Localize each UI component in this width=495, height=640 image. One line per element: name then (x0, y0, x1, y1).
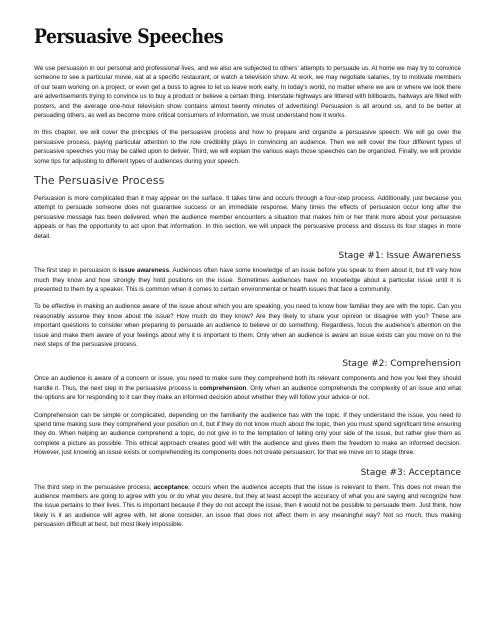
stage-2-term: comprehension (199, 384, 247, 392)
intro-paragraph-1: We use persuasion in our personal and professional lives, and we also are subjected to others’ attempts to persuade us. At home we may try to convince someone to see a particular movie, eat at a specific restaurant, or watch a television show. At work, we may negotiate salaries, try to motivate members of our team working on a project, or even get a boss to agree to let us leave work early. In today's world, no matter where we are or where we look there are advertisements trying to convince us to buy a product or believe a certain thing. Interstate highways are littered with billboards, hallways are filled with posters, and the average one-hour television show contains almost twenty minutes of advertising! Persuasion is all around us, and to be better at persuading others, as well as become more critical consumers of information, we must understand how it works. (34, 65, 462, 120)
stage-3-heading: Stage #3: Acceptance (360, 467, 461, 478)
stage-1-paragraph-2: To be effective in making an audience aware of the issue about which you are speaking, you need to know how familiar they are with the topic. Can you reasonably assume they know about the issue? How much do they know? Are they likely to share your opinion or disagree with you? These are important questions to consider when preparing to persuade an audience to believe or do something. Regardless, focus the audience's attention on the issue and make them aware of your feelings about why it is important to them. Only when an audience is aware an issue exists can you move on to the next steps of the persuasive process. (34, 303, 461, 348)
stage-1-text: The first step in persuasion is (34, 267, 119, 275)
stage-1-paragraph-1 (34, 266, 461, 294)
section-intro-paragraph: Persuasion is more complicated than it may appear on the surface. It takes time and occurs through a four-step process. Additionally, just because you attempt to persuade someone does not guarantee success or an immediate response. Many times the effects of persuasion occur long after the persuasive message has been delivered, when the audience member encounters a situation that makes him or her think more about your persuasive appeals or has the opportunity to act upon that information. In this section, we will unpack the persuasive process and discuss its four stages in more detail. (34, 195, 461, 240)
page-title: Persuasive Speeches (34, 24, 224, 48)
stage-2-text-rest: . Only when an audience comprehends the complexity of an issue and what the options are for responding to it can they make an informed decision about whether they will follow your advice or not. (34, 384, 461, 402)
stage-2-paragraph-2: Comprehension can be simple or complicated, depending on the familiarity the audience has with the topic. If they understand the issue, you need to spend time making sure they comprehend your position on it, but if they do not know much about the topic, then you must spend significant time ensuring they do. When helping an audience comprehend a topic, do not give in to the temptation of telling only your side of the issue, but rather give them as complete a picture as possible. This ethical approach creates good will with the audience and gives them the freedom to make an informed decision. However, just knowing an issue exists or comprehending its components does not create persuasion; for that we move on to stage three. (34, 411, 461, 457)
stage-3-text-rest: , occurs when the audience accepts that the issue is relevant to them. This does not mean the audience members are going to agree with you or do what you desire, but they at least accept the accuracy of what you are saying and recognize how the issue pertains to their lives. This is important because if they do not accept the issue, then it would not be possible to persuade them. Just think, how likely is it an audience will agree with, let alone consider, an issue that does not affect them in any meaningful way? Not so much, thus making persuasion difficult at best, but most likely impossible. (34, 483, 461, 529)
intro-paragraph-2: In this chapter, we will cover the principles of the persuasive process and how to prepare and organize a persuasive speech. We will go over the persuasive process, paying particular attention to the role credibility plays in convincing an audience. Then we will cover the four different types of persuasive speeches you may be called upon to deliver. Third, we will explain the various ways those speeches can be organized. Finally, we will provide some tips for adjusting to different types of audiences during your speech. (34, 129, 461, 165)
stage-3-paragraph-1 (34, 483, 461, 530)
stage-1-term: issue awareness (118, 267, 170, 275)
stage-2-text: Once an audience is aware of a concern or issue, you need to make sure they comprehend both its relevant components and how you feel they should handle it. Thus, the next step in the persuasive process is (34, 375, 461, 392)
stage-1-heading: Stage #1: Issue Awareness (338, 251, 461, 262)
stage-3-text: The third step in the persuasive process, (34, 483, 154, 491)
stage-1-text-rest: . Audiences often have some knowledge of an issue before you speak to them about it, but it'll vary how much they know and how strongly they hold positions on the issue. Sometimes audiences have no knowledge about a particular issue until it is presented to them by a speaker. This is common when it comes to certain environmental or health issues that face a community. (34, 267, 461, 293)
stage-3-term: acceptance (153, 483, 189, 491)
stage-2-heading: Stage #2: Comprehension (342, 359, 461, 370)
section-heading: The Persuasive Process (34, 174, 165, 188)
stage-2-paragraph-1 (34, 374, 461, 402)
